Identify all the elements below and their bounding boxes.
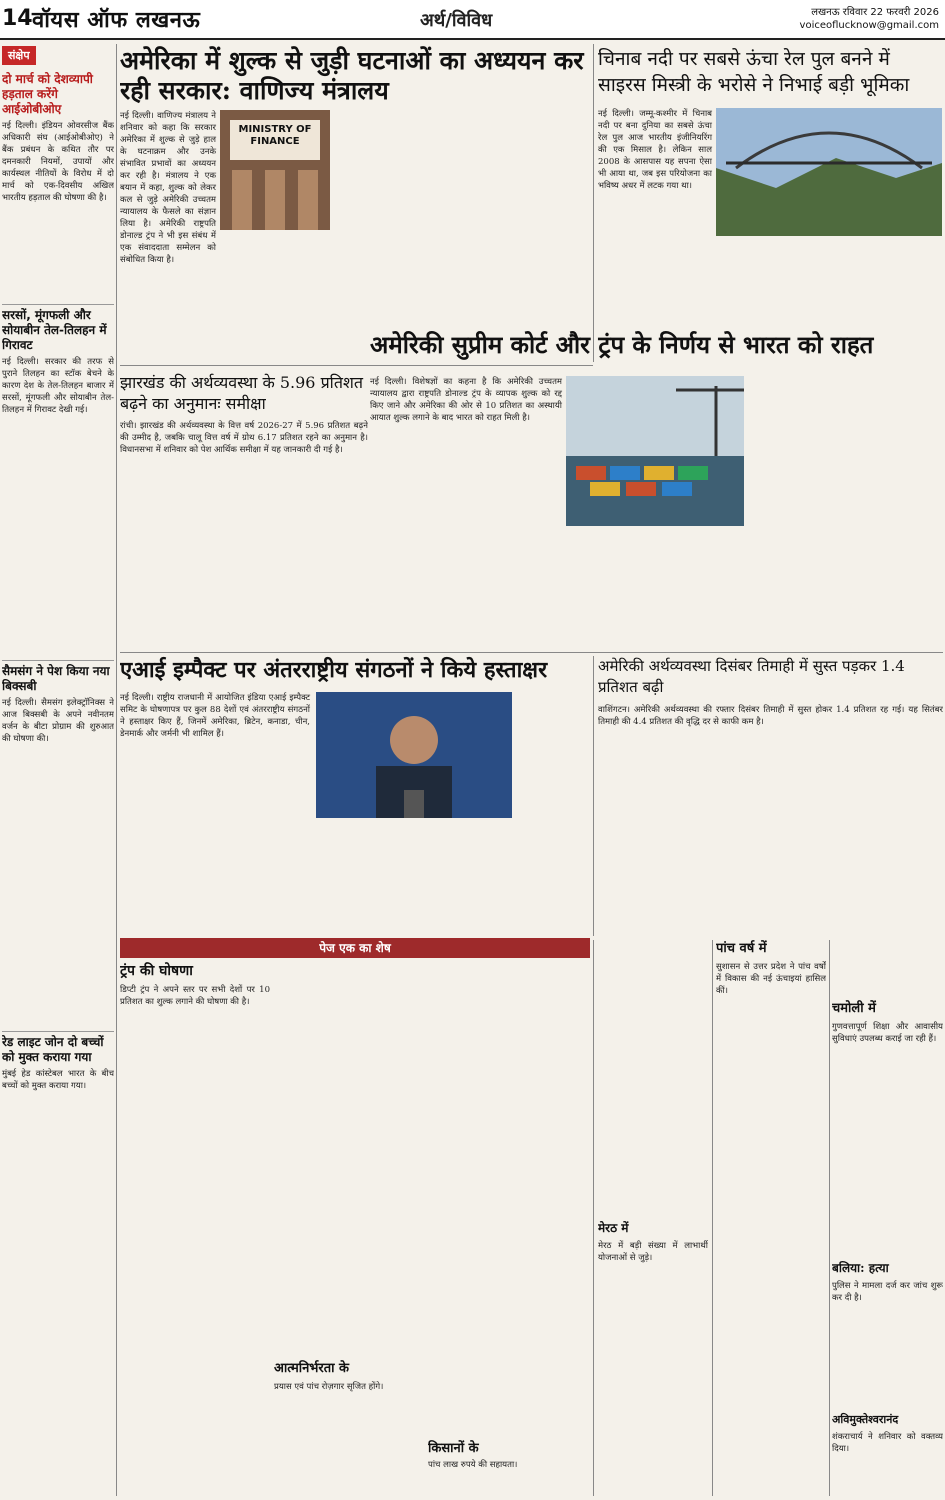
jharkhand-article xyxy=(120,372,368,647)
farmers-article xyxy=(428,1440,588,1496)
supreme-text: नई दिल्ली। विशेषज्ञों का कहना है कि अमेरिकी उच्चतम न्यायालय द्वारा राष्ट्रपति डोनाल्ड ट्रंप के व्यापक शुल्क को रद्द किए जाने और अमेरिका की ओर से 10 प्रतिशत का अस्थायी आयात शुल्क लगाने के बाद भारत को राहत मिली है। xyxy=(370,377,562,423)
page-number: 14 xyxy=(2,6,33,31)
meerut-headline: मेरठ में xyxy=(598,1221,629,1235)
meerut-article xyxy=(598,1220,708,1496)
trump-announce-text: डिप्टी ट्रंप ने अपने स्तर पर सभी देशों पर 10 प्रतिशत का शुल्क लगाने की घोषणा की है। xyxy=(120,985,270,1007)
ai-text: नई दिल्ली। राष्ट्रीय राजधानी में आयोजित इंडिया एआई इम्पैक्ट समिट के घोषणापत्र पर कुल 88 देशों एवं अंतरराष्ट्रीय संगठनों ने हस्ताक्षर किए हैं, जिनमें अमेरिका, ब्रिटेन, कनाडा, चीन, डेनमार्क और जर्मनी भी शामिल हैं। xyxy=(120,693,310,739)
us-economy-headline: अमेरिकी अर्थव्यवस्था दिसंबर तिमाही में सुस्त पड़कर 1.4 प्रतिशत बढ़ी xyxy=(598,657,905,696)
supreme-headline: अमेरिकी सुप्रीम कोर्ट और ट्रंप के निर्णय से भारत को राहत xyxy=(370,330,874,359)
us-economy-text: वाशिंगटन। अमेरिकी अर्थव्यवस्था की रफ्तार दिसंबर तिमाही में सुस्त होकर 1.4 प्रतिशत रह गई। यह सितंबर तिमाही की 4.4 प्रतिशत की वृद्धि दर से काफी कम है। xyxy=(598,705,943,727)
brief-column xyxy=(2,44,114,1496)
bridge-icon xyxy=(716,108,942,236)
rule xyxy=(116,44,117,1496)
brief-text-1: नई दिल्ली। इंडियन ओवरसीज बैंक अधिकारी संघ (आईओबीओए) ने बैंक प्रबंधन के कथित तौर पर दमनकारी नियमों, उपायों और कार्यस्थल नीतियों के विरोध में दो मार्च को एक-दिवसीय अखिल भारतीय हड़ताल की घोषणा की है। xyxy=(2,121,114,203)
rule xyxy=(712,940,713,1496)
avimukteshwaranand-article xyxy=(832,1412,943,1496)
chamoli-headline: चमोली में xyxy=(832,1001,876,1016)
ballia-text: पुलिस ने मामला दर्ज कर जांच शुरू कर दी है। xyxy=(832,1281,943,1303)
brief-headline-3: सैमसंग ने पेश किया नया बिक्सबी xyxy=(2,660,114,694)
five-years-article xyxy=(716,940,826,1496)
farmers-headline: किसानों के xyxy=(428,1441,479,1456)
ai-headline: एआई इम्पैक्ट पर अंतरराष्ट्रीय संगठनों ने किये हस्ताक्षर xyxy=(120,657,548,683)
minister-photo xyxy=(316,692,512,818)
rule xyxy=(829,940,830,1496)
farmers-text: पांच लाख रुपये की सहायता। xyxy=(428,1460,518,1470)
avimukteshwaranand-headline: अविमुक्तेश्वरानंद xyxy=(832,1413,899,1426)
rule xyxy=(120,652,943,653)
page-one-remainder-band: पेज एक का शेष xyxy=(120,938,590,958)
ai-article xyxy=(120,656,590,936)
finance-ministry-photo xyxy=(220,110,330,230)
chenab-article xyxy=(598,46,943,346)
five-years-text: सुशासन से उत्तर प्रदेश ने पांच वर्षों में विकास की नई ऊंचाइयां हासिल कीं। xyxy=(716,962,826,996)
brief-text-4: मुंबई हेड कांस्टेबल भारत के बीच बच्चों को मुक्त कराया गया। xyxy=(2,1069,114,1091)
self-reliance-headline: आत्मनिर्भरता के xyxy=(274,1361,350,1376)
lead-article xyxy=(120,46,590,364)
chamoli-article xyxy=(832,1000,943,1250)
trump-announce-article xyxy=(120,962,270,1496)
bridge-photo xyxy=(716,108,942,236)
port-photo xyxy=(566,376,744,526)
section-title: अर्थ/विविध xyxy=(420,10,493,31)
chenab-text: नई दिल्ली। जम्मू-कश्मीर में चिनाब नदी पर बना दुनिया का सबसे ऊंचा रेल पुल आज भारतीय इंजीनियरिंग की एक मिसाल है। लेकिन साल 2008 के आसपास यह सपना ऐसा भी आया था, जब इस परियोजना का भविष्य अधर में लटक गया था। xyxy=(598,109,712,191)
chamoli-text: गुणवत्तापूर्ण शिक्षा और आवासीय सुविधाएं उपलब्ध कराई जा रही हैं। xyxy=(832,1022,943,1044)
person-speaking-icon xyxy=(316,692,512,818)
ballia-article xyxy=(832,1260,943,1390)
lead-text-cont xyxy=(334,110,588,360)
brief-headline-2: सरसों, मूंगफली और सोयाबीन तेल-तिलहन में गिरावट xyxy=(2,304,114,353)
website: voiceoflucknow@gmail.com xyxy=(799,20,939,31)
brief-headline-1: दो मार्च को देशव्यापी हड़ताल करेंगे आईओबीओए xyxy=(2,72,93,116)
rule xyxy=(593,44,594,362)
date: लखनऊ रविवार 22 फरवरी 2026 xyxy=(811,7,939,18)
paper-name: वॉयस ऑफ लखनऊ xyxy=(32,7,201,33)
container-port-icon xyxy=(566,376,744,526)
rule xyxy=(593,940,594,1496)
meerut-text: मेरठ में बड़ी संख्या में लाभार्थी योजनाओं से जुड़े। xyxy=(598,1241,708,1263)
brief-text-2: नई दिल्ली। सरकार की तरफ से पुराने तिलहन का स्टॉक बेचने के कारण देश के तेल-तिलहन बाजार में सरसों, मूंगफली और सोयाबीन तेल-तिलहन में गिरावट देखी गई। xyxy=(2,357,114,415)
self-reliance-text: प्रयास एवं पांच रोज़गार सृजित होंगे। xyxy=(274,1382,384,1392)
photo-sign: MINISTRY OF FINANCE xyxy=(238,124,312,147)
brief-text-3: नई दिल्ली। सैमसंग इलेक्ट्रॉनिक्स ने आज बिक्सबी के अपने नवीनतम वर्जन के बीटा प्रोग्राम की शुरुआत की घोषणा की। xyxy=(2,698,114,744)
lead-text: नई दिल्ली। वाणिज्य मंत्रालय ने शनिवार को कहा कि सरकार अमेरिका में शुल्क से जुड़े हाल के घटनाक्रम और उनके संभावित प्रभावों का अध्ययन कर रही है। मंत्रालय ने एक बयान में कहा, शुल्क को लेकर कल से जुड़े अमेरिकी उच्चतम न्यायालय के फैसले का संज्ञान लिया है। अमेरिकी राष्ट्रपति डोनाल्ड ट्रंप ने भी इस संबंध में एक संवाददाता सम्मेलन को संबोधित किया है। xyxy=(120,111,216,265)
dateline xyxy=(800,6,939,32)
ballia-headline: बलिया: हत्या xyxy=(832,1261,889,1275)
chenab-headline: चिनाब नदी पर सबसे ऊंचा रेल पुल बनने में साइरस मिस्त्री के भरोसे ने निभाई बड़ी भूमिका xyxy=(598,48,910,96)
us-economy-article xyxy=(598,656,943,936)
avimukteshwaranand-text: शंकराचार्य ने शनिवार को वक्तव्य दिया। xyxy=(832,1432,943,1454)
brief-tag: संक्षेप xyxy=(2,46,36,65)
trump-announce-headline: ट्रंप की घोषणा xyxy=(120,963,193,979)
supreme-article xyxy=(370,330,943,650)
supreme-text-cont xyxy=(750,376,942,646)
jharkhand-headline: झारखंड की अर्थव्यवस्था के 5.96 प्रतिशत बढ़ने का अनुमानः समीक्षा xyxy=(120,373,363,413)
lead-headline: अमेरिका में शुल्क से जुड़ी घटनाओं का अध्ययन कर रही सरकार: वाणिज्य मंत्रालय xyxy=(120,46,584,105)
masthead xyxy=(0,0,945,40)
jharkhand-text: रांची। झारखंड की अर्थव्यवस्था के वित्त वर्ष 2026-27 में 5.96 प्रतिशत बढ़ने की उम्मीद है, जबकि चालू वित्त वर्ष में ग्रोथ 6.17 प्रतिशत रहने का अनुमान है। विधानसभा में शनिवार को पेश आर्थिक समीक्षा में यह जानकारी दी गई है। xyxy=(120,421,368,455)
brief-headline-4: रेड लाइट जोन दो बच्चों को मुक्त कराया गया xyxy=(2,1031,114,1065)
five-years-headline: पांच वर्ष में xyxy=(716,941,767,956)
self-reliance-article xyxy=(274,1360,424,1496)
rule xyxy=(593,656,594,936)
